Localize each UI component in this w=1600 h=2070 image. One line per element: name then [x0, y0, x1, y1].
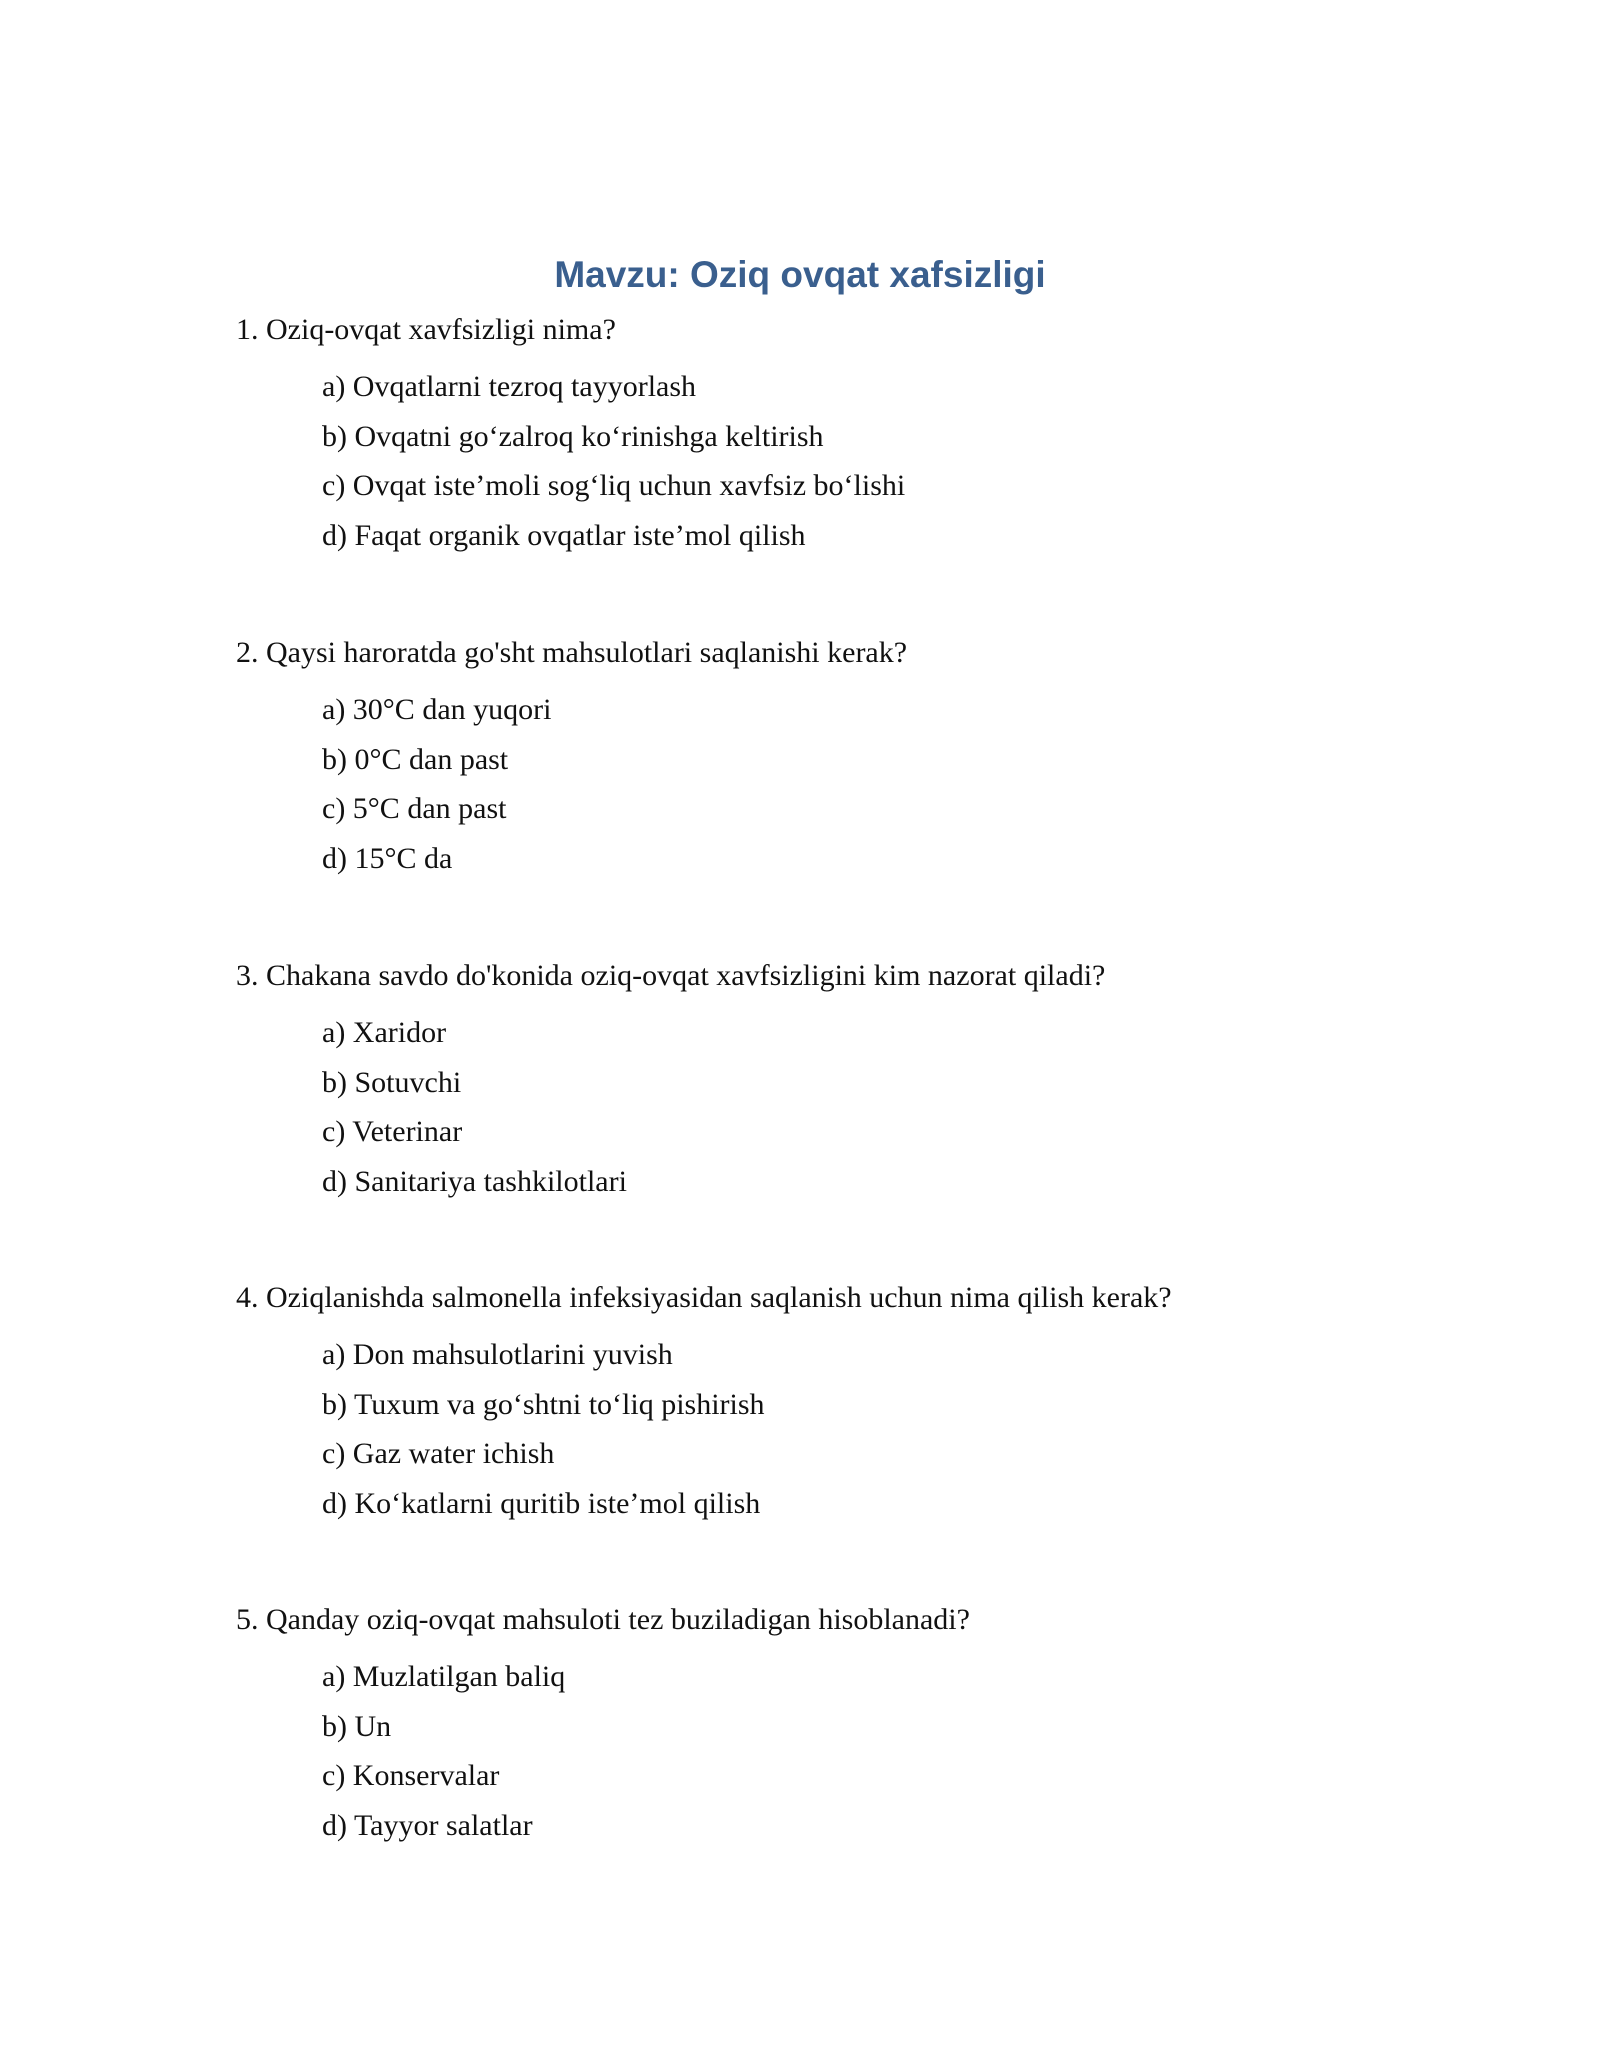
- option-a: a) 30°C dan yuqori: [322, 693, 552, 726]
- option-b: b) Sotuvchi: [322, 1065, 462, 1099]
- option-a: a) Xaridor: [322, 1016, 447, 1049]
- option-a: a) Ovqatlarni tezroq tayyorlash: [322, 370, 697, 403]
- question-text: 4. Oziqlanishda salmonella infeksiyasidan saqlanish uchun nima qilish kerak?: [236, 1281, 1172, 1314]
- question-text: 1. Oziq-ovqat xavfsizligi nima?: [236, 313, 616, 346]
- option-c: c) Gaz water ichish: [322, 1437, 555, 1470]
- option-b: b) Ovqatni go‘zalroq ko‘rinishga keltirish: [322, 419, 824, 453]
- question-text: 3. Chakana savdo do'konida oziq-ovqat xavfsizligini kim nazorat qiladi?: [236, 959, 1106, 992]
- option-list: [322, 690, 1436, 888]
- option-b: b) 0°C dan past: [322, 742, 509, 776]
- question-3: [236, 956, 1436, 1211]
- question-text: 5. Qanday oziq-ovqat mahsuloti tez buziladigan hisoblanadi?: [236, 1603, 970, 1636]
- option-d: d) Sanitariya tashkilotlari: [322, 1164, 627, 1198]
- option-c: c) Ovqat iste’moli sog‘liq uchun xavfsiz bo‘lishi: [322, 469, 906, 502]
- option-c: c) Konservalar: [322, 1759, 500, 1792]
- document-title: Mavzu: Oziq ovqat xafsizligi: [554, 254, 1046, 295]
- question-2: [236, 633, 1436, 888]
- option-list: [322, 1013, 1436, 1211]
- option-b: b) Tuxum va go‘shtni to‘liq pishirish: [322, 1387, 765, 1421]
- option-d: d) Ko‘katlarni quritib iste’mol qilish: [322, 1486, 761, 1520]
- question-1: [236, 310, 1436, 565]
- question-text: 2. Qaysi haroratda go'sht mahsulotlari saqlanishi kerak?: [236, 636, 908, 669]
- option-c: c) Veterinar: [322, 1115, 463, 1148]
- question-4: [236, 1278, 1436, 1533]
- option-d: d) Faqat organik ovqatlar iste’mol qilish: [322, 518, 806, 552]
- option-list: [322, 1657, 1436, 1855]
- option-list: [322, 367, 1436, 565]
- question-5: [236, 1600, 1436, 1855]
- option-a: a) Don mahsulotlarini yuvish: [322, 1338, 673, 1371]
- option-b: b) Un: [322, 1709, 392, 1743]
- option-list: [322, 1335, 1436, 1533]
- option-d: d) Tayyor salatlar: [322, 1808, 533, 1842]
- option-a: a) Muzlatilgan baliq: [322, 1660, 566, 1693]
- option-d: d) 15°C da: [322, 841, 453, 875]
- option-c: c) 5°C dan past: [322, 792, 507, 825]
